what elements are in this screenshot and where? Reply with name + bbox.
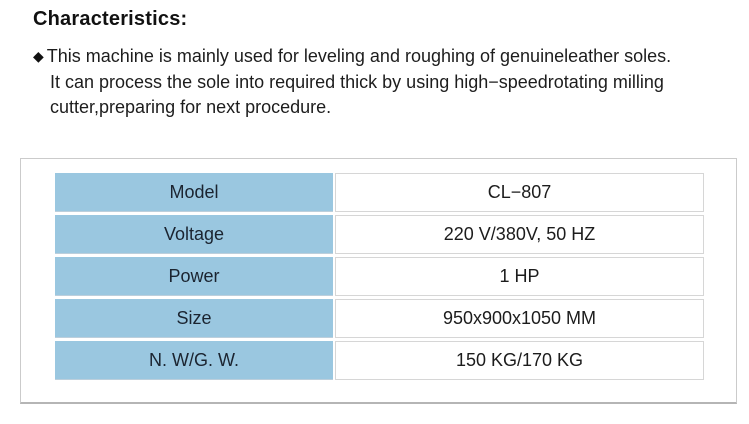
spec-label-power: Power	[55, 257, 333, 296]
diamond-bullet-icon: ◆	[33, 48, 44, 64]
table-row	[55, 257, 704, 296]
spec-table	[55, 173, 704, 383]
description-text: This machine is mainly used for leveling and roughing of genuineleather soles.	[46, 46, 672, 66]
spec-panel	[20, 158, 737, 404]
table-row	[55, 173, 704, 212]
spec-value-model: CL−807	[335, 173, 704, 212]
product-description	[33, 44, 745, 120]
spec-value-voltage: 220 V/380V, 50 HZ	[335, 215, 704, 254]
spec-value-size: 950x900x1050 MM	[335, 299, 704, 338]
table-row	[55, 299, 704, 338]
spec-label-model: Model	[55, 173, 333, 212]
description-line: It can process the sole into required thick by using high−speedrotating milling	[50, 72, 664, 92]
page-title: Characteristics:	[33, 8, 188, 30]
spec-label-weight: N. W/G. W.	[55, 341, 333, 380]
spec-label-size: Size	[55, 299, 333, 338]
spec-value-weight: 150 KG/170 KG	[335, 341, 704, 380]
table-row	[55, 341, 704, 380]
table-row	[55, 215, 704, 254]
spec-label-voltage: Voltage	[55, 215, 333, 254]
description-line: cutter,preparing for next procedure.	[50, 97, 332, 117]
spec-value-power: 1 HP	[335, 257, 704, 296]
description-line	[33, 44, 745, 70]
